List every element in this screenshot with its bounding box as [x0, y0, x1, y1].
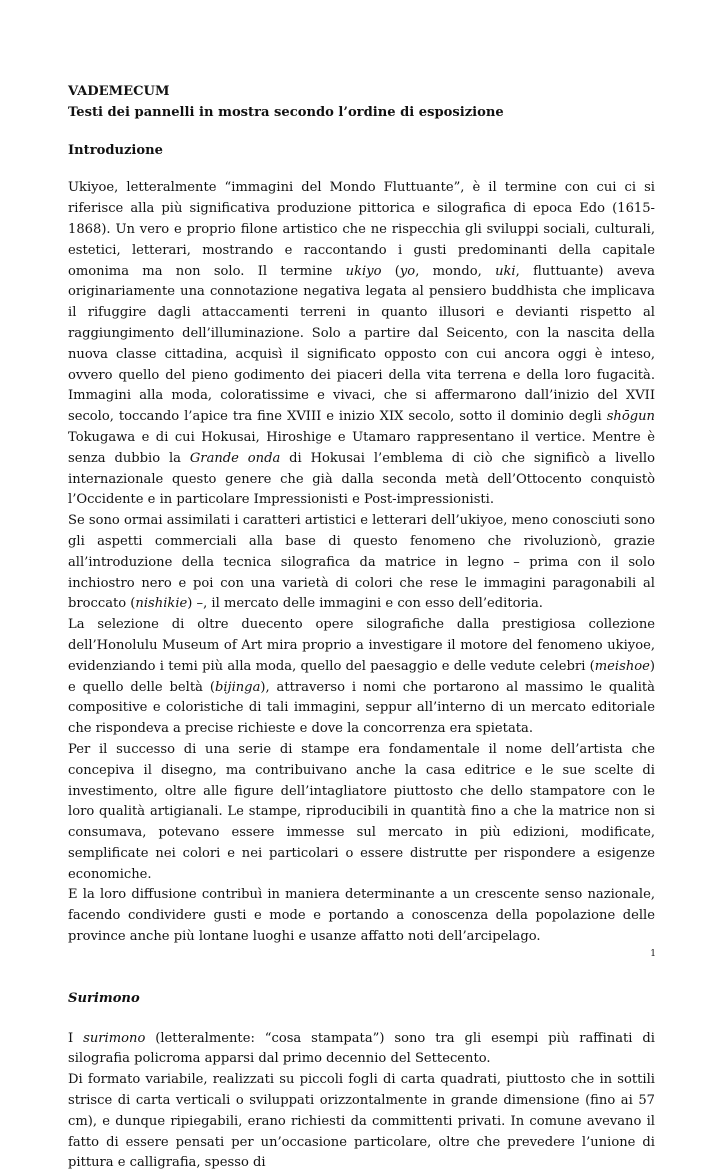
italic-term: Grande onda [189, 450, 281, 466]
section-title-surimono: Surimono [68, 990, 140, 1006]
section-body-introduzione [68, 178, 655, 947]
text-run: di Hokusai l’emblema di ciò che significò a livello internazionale questo genere che già dalla seconda metà dell’Ottocento conquistò l’Occidente e in particolare Impressionisti e Post-impressionisti. [68, 450, 655, 508]
text-run: (letteralmente: “cosa stampata”) sono tra gli esempi più raffinati di silografia policroma apparsi dal primo decennio del Settecento. [68, 1030, 655, 1067]
text-run: Di formato variabile, realizzati su piccoli fogli di carta quadrati, piuttosto che in sottili strisce di carta verticali o sviluppati orizzontalmente in grande dimensione (fino ai 57 cm), e dunque ripiegabili, erano richiesti da committenti privati. In comune avevano il fatto di essere pensati per un’occasione particolare, oltre che prevedere l’unione di pittura e calligrafia, spesso di [68, 1072, 655, 1171]
paragraph [68, 178, 655, 511]
document-title: VADEMECUM [68, 84, 170, 99]
paragraph [68, 885, 655, 947]
text-run: , mondo, [415, 263, 496, 279]
italic-term: bijinga [214, 679, 261, 695]
paragraph [68, 1070, 655, 1174]
section-title-introduzione: Introduzione [68, 142, 163, 158]
text-run: Ukiyoe, letteralmente “immagini del Mondo Fluttuante”, è il termine con cui ci si riferisce alla più significativa produzione pittorica e silografica di epoca Edo (1615-1868). Un vero e proprio filone artistico che ne rispecchia gli sviluppi sociali, culturali, estetici, letterari, mostrando e raccontando i gusti predominanti della capitale omonima ma non solo. Il termine [68, 180, 655, 279]
text-run: ( [381, 263, 400, 279]
text-run: E la loro diffusione contribuì in maniera determinante a un crescente senso nazionale, facendo condividere gusti e mode e portando a conoscenza della popolazione delle province anche più lontane luoghi e usanze affatto noti dell’arcipelago. [68, 887, 655, 945]
paragraph [68, 511, 655, 615]
page-number: 1 [650, 949, 656, 959]
text-run: Se sono ormai assimilati i caratteri artistici e letterari dell’ukiyoe, meno conosciuti sono gli aspetti commerciali alla base di questo fenomeno che rivoluzionò, grazie all’introduzione della tecnica silografica da matrice in legno – prima con il solo inchiostro nero e poi con una varietà di colori che rese le immagini paragonabili al broccato ( [68, 513, 655, 612]
text-run: Per il successo di una serie di stampe era fondamentale il nome dell’artista che concepiva il disegno, ma contribuivano anche la casa editrice e le sue scelte di investimento, oltre alle figure dell’intagliatore piuttosto che dello stampatore con le loro qualità artigianali. Le stampe, riproducibili in quantità fino a che la matrice non si consumava, potevano essere immesse sul mercato in più edizioni, modificate, semplificate nei colori e nei particolari o essere distrutte per rispondere a esigenze economiche. [68, 741, 655, 882]
text-run: La selezione di oltre duecento opere silografiche dalla prestigiosa collezione dell’Honolulu Museum of Art mira proprio a investigare il motore del fenomeno ukiyoe, evidenziando i temi più alla moda, quello del paesaggio e delle vedute celebri ( [68, 617, 655, 674]
text-run: ) –, il mercato delle immagini e con esso dell’editoria. [187, 596, 543, 612]
italic-term: uki [495, 263, 516, 279]
italic-term: surimono [83, 1030, 146, 1046]
italic-term: shōgun [606, 409, 655, 425]
italic-term: yo [399, 263, 416, 279]
document-page [68, 82, 655, 1174]
italic-term: meishoe [594, 658, 650, 674]
text-run: ), attraverso i nomi che portarono al massimo le qualità compositive e coloristiche di tali immagini, seppur all’interno di un mercato editoriale che rispondeva a precise richieste e dove la concorrenza era spietata. [68, 679, 655, 737]
paragraph [68, 740, 655, 886]
text-run: ) e quello delle beltà ( [68, 658, 655, 695]
paragraph [68, 1029, 655, 1071]
text-run: , fluttuante) aveva originariamente una connotazione negativa legata al pensiero buddhista che implicava il rifuggire dagli attaccamenti terreni in quanto illusori e devianti rispetto al raggiungimento dell’illuminazione. Solo a partire dal Seicento, con la nascita della nuova classe cittadina, acquisì il significato opposto con cui ancora oggi è inteso, ovvero quello del pieno godimento dei piaceri della vita terrena e della loro fugacità. Immagini alla moda, coloratissime e vivaci, che si affermarono dall’inizio del XVII secolo, toccando l’apice tra fine XVIII e inizio XIX secolo, sotto il dominio degli [68, 263, 655, 425]
text-run: Tokugawa e di cui Hokusai, Hiroshige e Utamaro rappresentano il vertice. Mentre è senza dubbio la [68, 429, 655, 466]
paragraph [68, 615, 655, 740]
section-body-surimono [68, 1029, 655, 1174]
italic-term: ukiyo [345, 263, 382, 279]
text-run: I [68, 1030, 84, 1046]
italic-term: nishikie [135, 596, 188, 612]
document-subtitle: Testi dei pannelli in mostra secondo l’ordine di esposizione [68, 104, 504, 120]
